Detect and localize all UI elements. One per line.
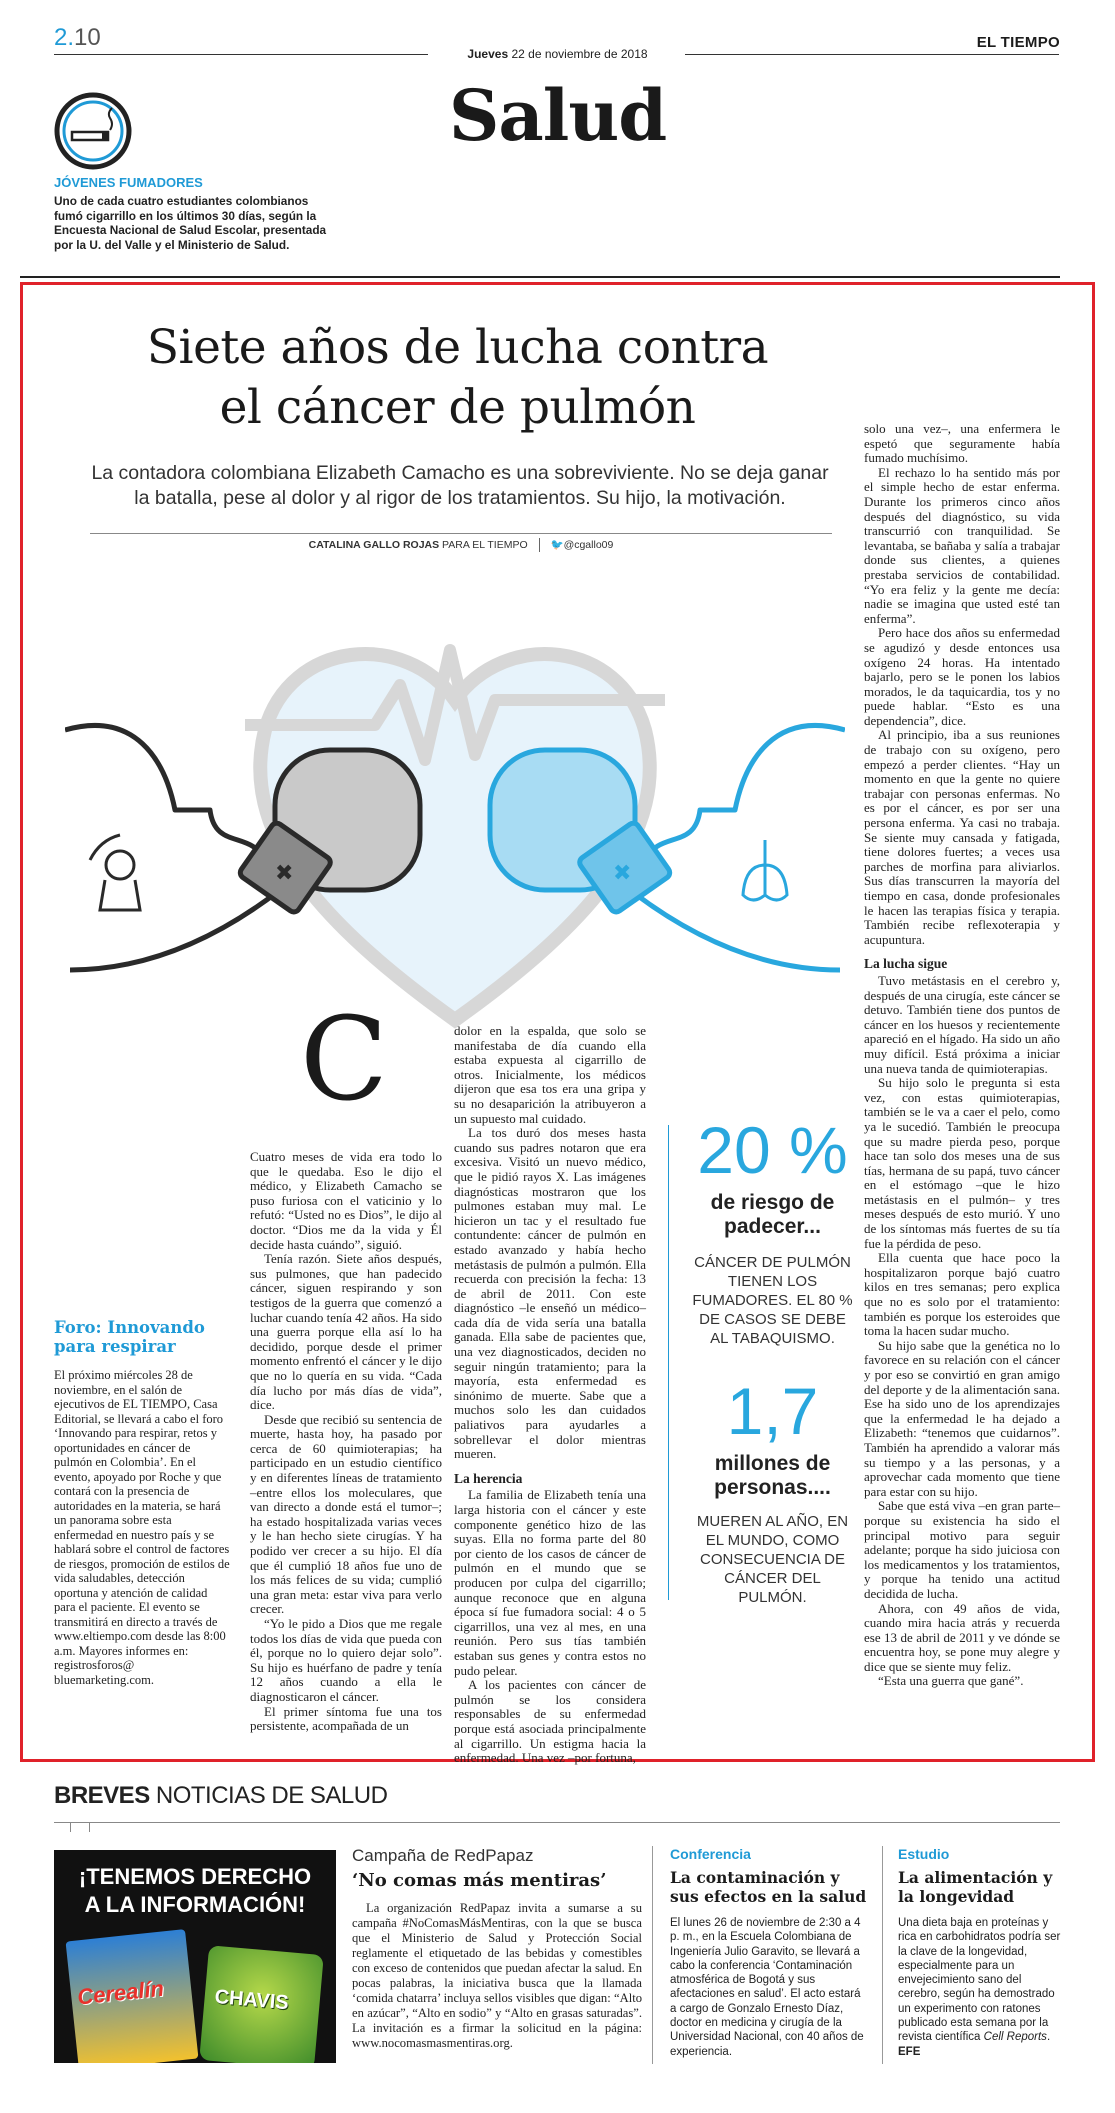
stat2-label: millones de personas.... (714, 1452, 831, 1499)
col4-paragraph: Al principio, iba a sus reuniones de trabajo con su oxígeno, pero empezó a perder clientes. “Hay un momento en que la gente no quiere trabajar con personas enfermas. No es por el cáncer, es por ser una persona enferma. Ya casi no trabaja. Se siente muy cansada y fatigada, tiene dolores fuertes; a veces usa parches de morfina para aliviarlos. Sus días transcurren la mayoría del tiempo en casa, donde profesionales le hacen las terapias física y terapia. También recibe reflexoterapia y acupuntura. (864, 727, 1060, 947)
forum-box (54, 1318, 231, 1687)
col2-paragraph: La familia de Elizabeth tenía una larga historia con el cáncer y este componente genético hizo de las suyas. Ella no forma parte del 80 por ciento de los casos de cáncer de pulmón en el mundo que se producen por culpa del cigarrillo; aunque reconoce que en alguna época sí fue fumadora social: 4 o 5 cigarrillos, una vez al mes, en una reunión. Pero sus tías también estaban sus genes y contra estos no pudo pelear. (454, 1487, 646, 1678)
breves-divider-1 (652, 1846, 653, 2064)
article-deck: La contadora colombiana Elizabeth Camacho es una sobreviviente. No se deja ganar la batalla, pese al dolor y al rigor de los tratamientos. Su hijo, la motivación. (91, 462, 829, 509)
svg-text:✖: ✖ (275, 861, 294, 886)
stat1-value: 20 % (697, 1113, 848, 1187)
col4-subhead: La lucha sigue (864, 956, 948, 972)
breves-rule-notch (70, 1822, 90, 1832)
article-title-line1: Siete años de lucha contra (146, 320, 769, 375)
col2-paragraph: dolor en la espalda, que solo se manifestaba de día cuando ella estaba expuesta al cigarrillo de otros. Inicialmente, los médicos dijeron que esa tos era una gripa y su no desaparición la atribuyeron a un supuesto mal cuidado. (454, 1023, 646, 1126)
stat2-value: 1,7 (726, 1374, 819, 1448)
brand-logo: EL TIEMPO (976, 34, 1060, 51)
brief1-text: La organización RedPapaz invita a sumarse a su campaña #NoComasMásMentiras, con la que se busca que el Ministerio de Salud y Protección Social reglamente el etiquetado de las bebidas y comestibles con exceso de contenidos que puedan afectar la salud. En pocas palabras, la iniciativa busca que la llamada ‘comida chatarra’ incluya sellos visibles que digan: “Alto en azúcar”, “Alto en sodio” y “Alto en grasas saturadas”. La invitación es a firmar la solicitud en la página: www.nocomasmasmentiras.org. (352, 1901, 642, 2050)
col1-paragraph: Tenía razón. Siete años después, sus pulmones, que han padecido cáncer, siguen respirando y son testigos de la guerra que comenzó a luchar cuando tenía 42 años. Ha sido una guerra porque ella así lo ha decidido, porque desde el primer momento enfrentó el cáncer y le dijo que no lo quería en su vida. “Cada día lucho por más días de vida”, dice. (250, 1251, 442, 1413)
header-rule-left (54, 54, 428, 55)
redpapaz-ad (54, 1850, 336, 2063)
brief-redpapaz (352, 1846, 642, 2051)
chips-bag-label: CHAVIS (213, 1985, 290, 2015)
icon-kicker: JÓVENES FUMADORES (54, 175, 203, 190)
stat1-caption: CÁNCER DE PULMÓN TIENEN LOS FUMADORES. EL 80 % DE CASOS SE DEBE AL TABAQUISMO. (692, 1254, 853, 1347)
brief1-kicker: Campaña de RedPapaz (352, 1846, 534, 1865)
twitter-icon: 🐦 (550, 539, 564, 551)
article-column-1 (250, 1150, 442, 1734)
page-number-suffix: 10 (74, 24, 101, 51)
col1-paragraph: Desde que recibió su sentencia de muerte, hasta hoy, ha pasado por cerca de 60 quimioterapias; ha participado en un estudio científico y en diferentes líneas de tratamiento –entre ellos los moleculares, que van directo a donde está el tumor–; ha estado hospitalizada varias veces y le han hecho siete cirugías. Y ha podido ver crecer a su hijo. El día que él cumplió 18 años fue uno de los más felices de su vida; cumplió una gran meta: estar viva para verlo crecer. (250, 1411, 442, 1617)
page-number-prefix: 2. (54, 24, 75, 51)
byline-role: PARA EL TIEMPO (439, 539, 528, 551)
col4-paragraph: solo una vez–, una enfermera le espetó que seguramente había fumado muchísimo. (864, 421, 1060, 466)
ad-headline-1: ¡TENEMOS DERECHO (78, 1864, 312, 1889)
breves-rule (54, 1822, 1060, 1823)
date-rest: 22 de noviembre de 2018 (508, 47, 648, 61)
article-title (60, 318, 855, 438)
header-bottom-rule (20, 276, 1060, 278)
article-column-2 (454, 1024, 646, 1766)
col1-paragraph: El primer síntoma fue una tos persistente, acompañada de un (250, 1703, 442, 1734)
breves-label (54, 1782, 387, 1810)
section-title: Salud (448, 74, 667, 157)
brief-conferencia (670, 1846, 870, 2059)
twitter-handle: @cgallo09 (563, 539, 614, 551)
col4-paragraph: Pero hace dos años su enfermedad se agudizó y desde entonces usa oxígeno 24 horas. Ha intentado bajarlo, pero se le ponen los labios morados, le da taquicardia, tos y no puede hablar. “Esto es una dependencia”, dice. (864, 625, 1060, 728)
col4-paragraph: Sabe que está viva –en gran parte– porque su existencia ha sido el principal motivo para seguir adelante; porque ha sido juiciosa con los medicamentos y los tratamientos, y porque ha tenido una actitud decidida de lucha. (864, 1498, 1060, 1601)
col2-paragraph: A los pacientes con cáncer de pulmón se los considera responsables de su enfermedad porque está asociada principalmente al cigarrillo. Un estigma hacia la enfermedad. Una vez –por fortuna, (454, 1677, 646, 1766)
no-smoking-icon (54, 92, 132, 170)
icon-text: Uno de cada cuatro estudiantes colombianos fumó cigarrillo en los últimos 30 días, según la Encuesta Nacional de Salud Escolar, presentada por la U. del Valle y el Ministerio de Salud. (54, 194, 327, 252)
byline-name: CATALINA GALLO ROJAS (308, 539, 440, 551)
ad-headline-2: A LA INFORMACIÓN! (84, 1892, 306, 1917)
col4-paragraph: Ahora, con 49 años de vida, cuando mira hacia atrás y recuerda ese 13 de abril de 2011 y ve dónde se encuentra hoy, se pone muy alegre y dice que se siente muy feliz. (864, 1600, 1060, 1674)
stats-divider (668, 1125, 669, 1600)
cereal-box-label: Cerealín (76, 1975, 166, 2010)
brief3-text (898, 1916, 1063, 2059)
brief3-source: EFE (898, 2045, 921, 2058)
stat1-label: de riesgo de padecer... (710, 1191, 835, 1238)
brief2-title: La contaminación y sus efectos en la salud (670, 1868, 867, 1906)
article-column-4 (864, 422, 1060, 1689)
breves-divider-2 (882, 1846, 883, 2064)
forum-title: Foro: Innovando para respirar (54, 1318, 205, 1356)
col4-paragraph: Su hijo sabe que la genética no lo favorece en su relación con el cáncer y por eso se convirtió en gran amigo del deporte y de la alimentación sana. Ese ha sido uno de los aprendizajes que la enfermedad le ha dejado a Elizabeth: “tenemos que cuidarnos”. También ha aprendido a valorar más su tiempo y a las personas, y a aprovechar cada momento que tiene para estar con su hijo. (864, 1337, 1061, 1499)
dropcap: C (300, 993, 388, 1127)
brief3-text-a: Una dieta baja en proteínas y rica en carbohidratos podría ser la clave de la longevidad, especialmente para un envejecimiento sano del cerebro, según ha demostrado un experimento con ratones publicado esta semana por la revista científica (898, 1917, 1061, 2044)
col4-paragraph: “Esta una guerra que gané”. (878, 1673, 1024, 1689)
breves-label-light: NOTICIAS DE SALUD (149, 1782, 388, 1809)
header-rule-right (685, 54, 1059, 55)
stat2-caption: MUEREN AL AÑO, EN EL MUNDO, COMO CONSECUENCIA DE CÁNCER DEL PULMÓN. (696, 1513, 849, 1606)
col4-paragraph: El rechazo lo ha sentido más por el simple hecho de estar enferma. Durante los primeros cinco años después del diagnóstico, su vida transcurrió con tranquilidad. Se levantaba, se bañaba y salía a trabajar donde sus clientes, a quienes prestaba servicios de contabilidad. “Yo era feliz y la gente me decía: nadie se imagina que usted esté tan enferma”. (864, 464, 1060, 626)
header-date (440, 47, 675, 61)
stats-column (690, 1115, 855, 1607)
brief-estudio (898, 1846, 1063, 2059)
col1-paragraph: “Yo le pido a Dios que me regale todos los días de vida que pueda con él, porque no lo quiero dejar solo”. Su hijo es huérfano de padre y tenía 12 años cuando a ella le diagnosticaron el cáncer. (250, 1616, 442, 1704)
date-day: Jueves (467, 47, 509, 61)
brief3-kicker: Estudio (898, 1846, 950, 1862)
col4-paragraph: Tuvo metástasis en el cerebro y, después de una cirugía, este cáncer se detuvo. También tiene dos puntos de cáncer en los huesos y recientemente apareció en el hígado. Ha sido un año muy difícil. Está próxima a iniciar una nueva tanda de quimioterapias. (864, 972, 1060, 1076)
cereal-box-image (66, 1929, 199, 2063)
brief2-text: El lunes 26 de noviembre de 2:30 a 4 p. m., en la Escuela Colombiana de Ingeniería Julio Garavito, se llevará a cabo la conferencia ‘Contaminación atmosférica de Bogotá y sus afectaciones en salud’. El acto estará a cargo de Gonzalo Ernesto Díaz, doctor en medicina y cirugía de la Universidad Nacional, con 40 años de experiencia. (670, 1917, 864, 2058)
brief3-title: La alimentación y la longevidad (898, 1868, 1053, 1906)
col4-paragraph: Su hijo solo le pregunta si esta vez, con estas quimioterapias, también se le va a caer el pelo, como ya le sucedió. También le preocupa que su madre pierda peso, porque hace tan solo dos meses una de sus tías, hermana de su papá, tuvo cáncer en el estómago –que le hizo metástasis en el pulmón– y tres meses después de esto murió. Y uno de los síntomas más fuertes de su tía fue la pérdida de peso. (864, 1075, 1060, 1251)
brief3-text-b: . (1046, 2031, 1051, 2044)
chips-bag-image (199, 1945, 324, 2063)
col2-subhead: La herencia (454, 1470, 523, 1486)
col1-paragraph: Cuatro meses de vida era todo lo que le quedaba. Eso le dijo el médico, y Elizabeth Camacho se puso furiosa con el vaticinio y lo refutó: “Usted no es Dios”, le dijo al doctor. “Dios me da la vida y Él decide hasta cuándo”, siguió. (250, 1149, 442, 1252)
brief2-kicker: Conferencia (670, 1846, 751, 1862)
col2-paragraph: La tos duró dos meses hasta cuando sus padres notaron que era excesiva. Visitó un nuevo médico, que le pidió rayos X. Las imágenes diagnósticas mostraron que los pulmones estaban muy mal. Le hicieron un tac y el resultado fue contundente: cáncer de pulmón en estado avanzado y había hecho metástasis de pulmón a pulmón. Ella recuerda con precisión la fecha: 13 de abril de 2011. Con este diagnóstico –le enseñó un médico– cada día de vida sería una batalla ganada. Ella sabe de pacientes que, una vez diagnosticados, deciden no seguir ningún tratamiento; para la mayoría, esta enfermedad es sinónimo de muerte. Sabe que a muchos solo les dan cuidados paliativos para ayudarles a sobrellevar el dolor mientras mueren. (454, 1125, 646, 1462)
byline-rule (90, 533, 832, 534)
page-number (54, 24, 101, 52)
brief3-text-em: Cell Reports (983, 2031, 1047, 2044)
svg-text:✖: ✖ (613, 861, 632, 886)
boxing-gloves-illustration (65, 590, 845, 1040)
col4-paragraph: Ella cuenta que hace poco la hospitalizaron porque bajó cuatro kilos en tres semanas; pero explica que no es solo por el tratamiento: también es porque los esteroides que toma la hacen sudar mucho. (864, 1250, 1060, 1339)
brief1-title: ‘No comas más mentiras’ (352, 1870, 607, 1891)
byline (90, 538, 832, 552)
article-title-line2: el cáncer de pulmón (219, 380, 696, 435)
forum-text: El próximo miércoles 28 de noviembre, en el salón de ejecutivos de EL TIEMPO, Casa Editorial, se llevará a cabo el foro ‘Innovando para respirar, retos y oportunidades en cáncer de pulmón en Colombia’. En el evento, apoyado por Roche y que contará con la presencia de autoridades en la materia, se hará un panorama sobre esta enfermedad en nuestro país y se hablará sobre el control de factores de riesgos, promoción de estilos de vida saludables, detección oportuna y atención de calidad para el paciente. El evento se transmitirá en directo a través de www.eltiempo.com desde las 8:00 a.m. Mayores informes en: registrosforos@ bluemarketing.com. (54, 1368, 230, 1687)
breves-label-bold: BREVES (54, 1782, 150, 1809)
